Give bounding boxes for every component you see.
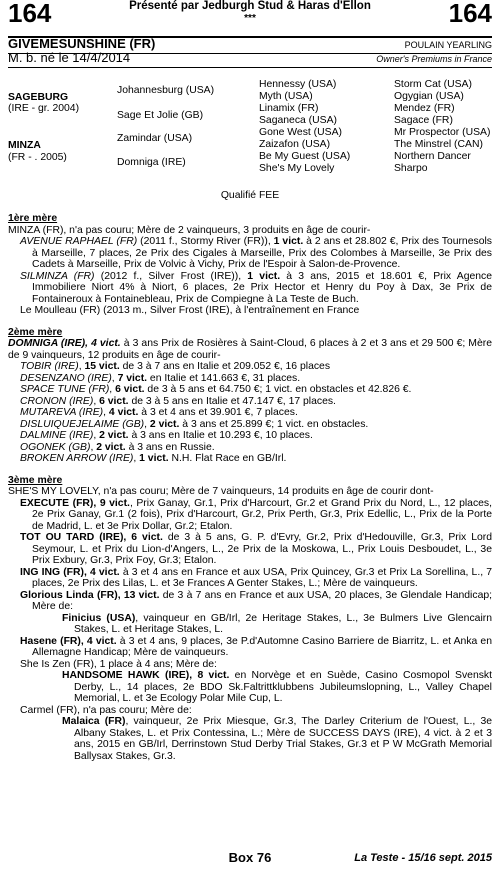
produce-entry: Le Moulleau (FR) (2013 m., Silver Frost (IRE), à l'entraînement en France xyxy=(20,305,360,316)
category: POULAIN YEARLING xyxy=(404,40,492,50)
lot-number-right: 164 xyxy=(448,0,492,28)
third-dam-heading: 3ème mère xyxy=(8,474,63,486)
dam-info: (FR - . 2005) xyxy=(8,152,67,163)
gen4-4: Sagace (FR) xyxy=(394,115,453,126)
sire-info: (IRE - gr. 2004) xyxy=(8,103,80,114)
first-dam-intro: MINZA (FR), n'a pas couru; Mère de 2 vainqueurs, 3 produits en âge de courir- xyxy=(8,224,371,236)
produce-entry: BROKEN ARROW (IRE), 1 vict. N.H. Flat Race en GB/Irl. xyxy=(20,453,287,464)
produce-entry: EXECUTE (FR), 9 vict., Prix Ganay, Gr.1, Prix d'Harcourt, Gr.2 et Grand Prix du Nord, L., 12 places, 2e Prix Ganay, Gr.1 (2 fois), Prix d'Harcourt, Gr.2, Prix Perth, Gr.3, Prix Edellic, L., Prix de la Porte de Madrid, L. et 3e Prix Dollar, Gr.2; Etalon. xyxy=(20,497,493,532)
second-dam-heading: 2ème mère xyxy=(8,326,63,338)
produce-entry: Carmel (FR), n'a pas couru; Mère de: xyxy=(20,704,192,716)
horse-name: GIVEMESUNSHINE (FR) xyxy=(8,36,156,51)
third-dam-intro: SHE'S MY LOVELY, n'a pas couru; Mère de 7 vainqueurs, 14 produits en âge de courir dont- xyxy=(8,486,434,497)
gen3-6: Zaizafon (USA) xyxy=(259,139,331,150)
premium-note: Owner's Premiums in France xyxy=(376,54,492,64)
gen3-1: Hennessy (USA) xyxy=(259,79,337,90)
produce-entry: She Is Zen (FR), 1 place à 4 ans; Mère de: xyxy=(20,658,217,670)
produce-entry: AVENUE RAPHAEL (FR) (2011 f., Stormy River (FR)), 1 vict. à 2 ans et 28.802 €, Prix des Tournesols à Marseille, 7 places, 2e Prix des Cigales à Marseille, Prix des Colombes à Marseille, 3e Prix des Cadets à Marseille, Prix de Volvic à Vichy, Prix de l'Espoir à Salon-de-Provence. xyxy=(20,236,492,270)
birth-info: M. b. né le 14/4/2014 xyxy=(8,50,131,65)
dam-name: MINZA xyxy=(8,140,41,151)
produce-entry: OGONEK (GB), 2 vict. à 3 ans en Russie. xyxy=(20,441,215,453)
gen3-8: She's My Lovely xyxy=(259,163,335,174)
catalogue-body xyxy=(8,213,492,762)
produce-entry: DALMINE (IRE), 2 vict. à 3 ans en Italie et 10.293 €, 10 places. xyxy=(20,430,313,441)
produce-entry: DESENZANO (IRE), 7 vict. en Italie et 141.663 €, 31 places. xyxy=(20,372,301,384)
gen3-4: Saganeca (USA) xyxy=(259,115,337,126)
produce-entry: DISLUIQUEJELAIME (GB), 2 vict. à 3 ans et 25.899 €; 1 vict. en obstacles. xyxy=(20,418,369,430)
gen4-6: The Minstrel (CAN) xyxy=(394,139,483,150)
produce-entry: Hasene (FR), 4 vict. à 3 et 4 ans, 9 places, 3e P.d'Automne Casino Barriere de Biarritz, L. et Anka en Allemagne Handicap; Mère de vainqueurs. xyxy=(20,635,492,658)
produce-entry: Malaica (FR), vainqueur, 2e Prix Miesque, Gr.3, The Darley Criterium de l'Ouest, L., 3e Albany Stakes, L. et Prix Contessina, L.; Mère de SUCCESS DAYS (IRE), 4 vict. à 2 et 3 ans, 2015 en GB/Irl, Derrinstown Stud Derby Trial Stakes, Gr.3 et P W McGrath Memorial Ballysax Stakes, Gr.3. xyxy=(62,716,492,762)
sire-name: SAGEBURG xyxy=(8,92,69,103)
second-dam-intro: DOMNIGA (IRE), 4 vict. à 3 ans Prix de Rosières à Saint-Cloud, 6 places à 2 et 3 ans et 29 500 €; Mère de 9 vainqueurs, 12 produits en âge de courir- xyxy=(8,338,492,361)
gen2-2: Sage Et Jolie (GB) xyxy=(117,110,204,121)
produce-entry: SILMINZA (FR) (2012 f., Silver Frost (IRE)), 1 vict. à 3 ans, 2015 et 18.601 €, Prix Agence Immobiliere Niort 4% à Niort, 6 places, 2e Prix Hector et Henry du Poy à Dax, 3e Prix de Fontaineroux à Fontainebleau, Prix de Compiegne à La Teste de Buch. xyxy=(20,270,493,305)
page-header xyxy=(8,0,492,30)
rating-stars: *** xyxy=(244,13,256,24)
gen4-7: Northern Dancer xyxy=(394,151,471,162)
gen4-5: Mr Prospector (USA) xyxy=(394,127,491,138)
produce-entry: Finicius (USA), vainqueur en GB/Irl, 2e Heritage Stakes, L., 3e Bulmers Live Glencairn Stakes, L. et Heritage Stakes, L. xyxy=(62,612,492,635)
qualifie-label: Qualifié FEE xyxy=(220,190,280,201)
gen2-3: Zamindar (USA) xyxy=(117,133,193,144)
gen3-2: Myth (USA) xyxy=(259,91,313,102)
gen4-1: Storm Cat (USA) xyxy=(394,79,472,90)
sale-info: La Teste - 15/16 sept. 2015 xyxy=(354,852,492,864)
produce-entry: TOBIR (IRE), 15 vict. de 3 à 7 ans en Italie et 209.052 €, 16 places xyxy=(20,361,331,372)
first-dam-heading: 1ère mère xyxy=(8,213,58,224)
gen3-5: Gone West (USA) xyxy=(259,127,342,138)
produce-entry: SPACE TUNE (FR), 6 vict. de 3 à 5 ans et 64.750 €; 1 vict. en obstacles et 42.826 €. xyxy=(20,384,412,395)
gen3-7: Be My Guest (USA) xyxy=(259,151,351,162)
gen4-8: Sharpo xyxy=(394,163,428,174)
produce-entry: MUTAREVA (IRE), 4 vict. à 3 et 4 ans et 39.901 €, 7 places. xyxy=(20,407,298,418)
produce-entry: Glorious Linda (FR), 13 vict. de 3 à 7 ans en France et aux USA, 20 places, 3e Glendale Handicap; Mère de: xyxy=(20,589,493,612)
second-dam-produce-list xyxy=(8,361,492,465)
produce-entry: TOT OU TARD (IRE), 6 vict. de 3 à 5 ans, G. P. d'Evry, Gr.2, Prix d'Hedouville, Gr.3, Prix Lord Seymour, L. et Prix du Lion-d'Angers, L., 2e Prix de la Moskowa, L., Prix Louis Desboudet, L., 3e Prix Exbury, Gr.3, Prix Foy, Gr.3; Etalon. xyxy=(20,532,492,566)
horse-birth-row xyxy=(8,52,492,68)
page-footer xyxy=(8,852,492,868)
gen4-3: Mendez (FR) xyxy=(394,103,455,114)
gen2-4: Domniga (IRE) xyxy=(117,157,186,168)
produce-entry: HANDSOME HAWK (IRE), 8 vict. en Norvège et en Suède, Casino Cosmopol Svenskt Derby, L., 14 places, 2e BDO Sk.Faltrittklubbens Jubileumslopning, L., Valley Chapel Memorial, L. et 3e Ecology Polar Mile Cup, L. xyxy=(62,670,493,704)
gen4-2: Ogygian (USA) xyxy=(394,91,464,102)
produce-entry: ING ING (FR), 4 vict. à 3 et 4 ans en France et aux USA, Prix Quincey, Gr.3 et Prix La Sorellina, L., 7 places, 2e Prix des Lilas, L. et 3e Frances A Genter Stakes, L.; Mère de vainqueurs. xyxy=(20,566,492,589)
presented-by: Présenté par Jedburgh Stud & Haras d'Ellon xyxy=(129,0,371,12)
lot-number-left: 164 xyxy=(8,0,52,28)
box-number: Box 76 xyxy=(228,850,272,865)
produce-entry: CRONON (IRE), 6 vict. de 3 à 5 ans en Italie et 47.147 €, 17 places. xyxy=(20,395,336,407)
gen3-3: Linamix (FR) xyxy=(259,103,319,114)
gen2-1: Johannesburg (USA) xyxy=(117,85,215,96)
